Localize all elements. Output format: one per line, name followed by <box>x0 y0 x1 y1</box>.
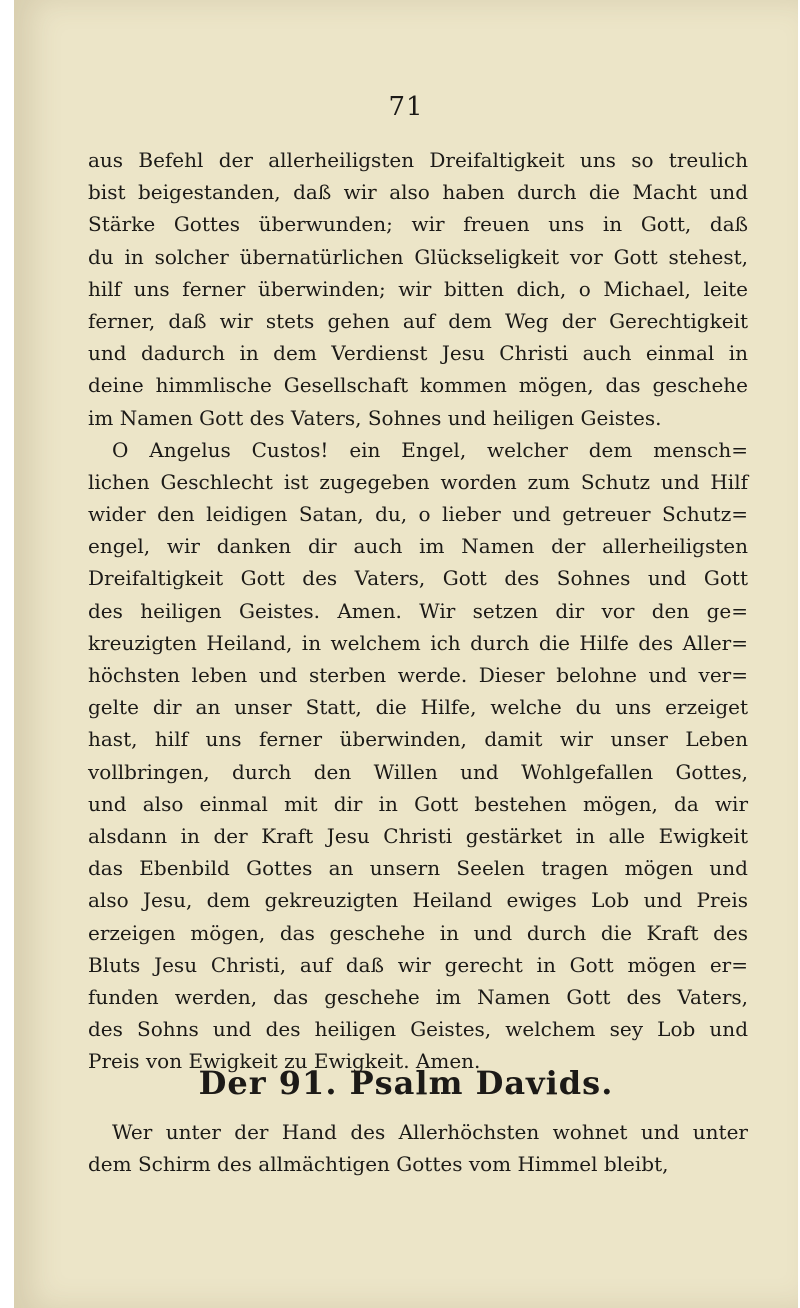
text-line: Wer unter der Hand des Allerhöchsten wohnet und unter <box>112 1120 748 1144</box>
text-line: also Jesu, dem gekreuzigten Heiland ewiges Lob und Preis <box>88 888 748 913</box>
page-number: 71 <box>388 92 424 122</box>
psalm-heading: Der 91. Psalm Davids. <box>198 1064 614 1102</box>
text-line: des heiligen Geistes. Amen. Wir setzen dir vor den ge= <box>88 598 748 623</box>
text-line: funden werden, das geschehe im Namen Gott des Vaters, <box>88 984 748 1009</box>
text-line: bist beigestanden, daß wir also haben durch die Macht und <box>88 180 748 205</box>
text-line: hast, hilf uns ferner überwinden, damit wir unser Leben <box>88 727 748 752</box>
text-line: im Namen Gott des Vaters, Sohnes und heiligen Geistes. <box>88 405 662 430</box>
text-line: und also einmal mit dir in Gott bestehen mögen, da wir <box>88 791 748 816</box>
text-line: höchsten leben und sterben werde. Dieser belohne und ver= <box>88 663 748 687</box>
body-paragraph <box>88 144 748 1077</box>
text-line: dem Schirm des allmächtigen Gottes vom Himmel bleibt, <box>88 1152 669 1177</box>
text-line: alsdann in der Kraft Jesu Christi gestärket in alle Ewigkeit <box>88 823 748 848</box>
text-line: Stärke Gottes überwunden; wir freuen uns in Gott, daß <box>88 212 748 237</box>
text-line: des Sohns und des heiligen Geistes, welchem sey Lob und <box>88 1017 748 1042</box>
text-line: wider den leidigen Satan, du, o lieber und getreuer Schutz= <box>88 502 748 527</box>
text-line: deine himmlische Gesellschaft kommen mögen, das geschehe <box>88 373 748 398</box>
text-line: gelte dir an unser Statt, die Hilfe, welche du uns erzeiget <box>88 695 748 720</box>
text-line: und dadurch in dem Verdienst Jesu Christi auch einmal in <box>88 341 748 366</box>
text-line: ferner, daß wir stets gehen auf dem Weg der Gerechtigkeit <box>88 308 748 333</box>
psalm-paragraph <box>88 1116 748 1180</box>
book-page <box>14 0 798 1308</box>
text-line: hilf uns ferner überwinden; wir bitten dich, o Michael, leite <box>88 276 748 301</box>
text-line: O Angelus Custos! ein Engel, welcher dem mensch= <box>112 437 748 462</box>
text-line: Dreifaltigkeit Gott des Vaters, Gott des Sohnes und Gott <box>88 566 748 591</box>
text-line: Preis von Ewigkeit zu Ewigkeit. Amen. <box>88 1049 481 1074</box>
text-line: aus Befehl der allerheiligsten Dreifaltigkeit uns so treulich <box>88 148 748 172</box>
text-line: engel, wir danken dir auch im Namen der allerheiligsten <box>88 534 748 559</box>
text-line: Bluts Jesu Christi, auf daß wir gerecht in Gott mögen er= <box>88 952 748 977</box>
text-line: das Ebenbild Gottes an unsern Seelen tragen mögen und <box>88 856 748 881</box>
text-line: kreuzigten Heiland, in welchem ich durch die Hilfe des Aller= <box>88 630 748 655</box>
text-line: vollbringen, durch den Willen und Wohlgefallen Gottes, <box>88 759 748 784</box>
text-line: erzeigen mögen, das geschehe in und durch die Kraft des <box>88 920 748 945</box>
text-line: lichen Geschlecht ist zugegeben worden zum Schutz und Hilf <box>88 469 748 494</box>
text-line: du in solcher übernatürlichen Glückseligkeit vor Gott stehest, <box>88 244 748 269</box>
